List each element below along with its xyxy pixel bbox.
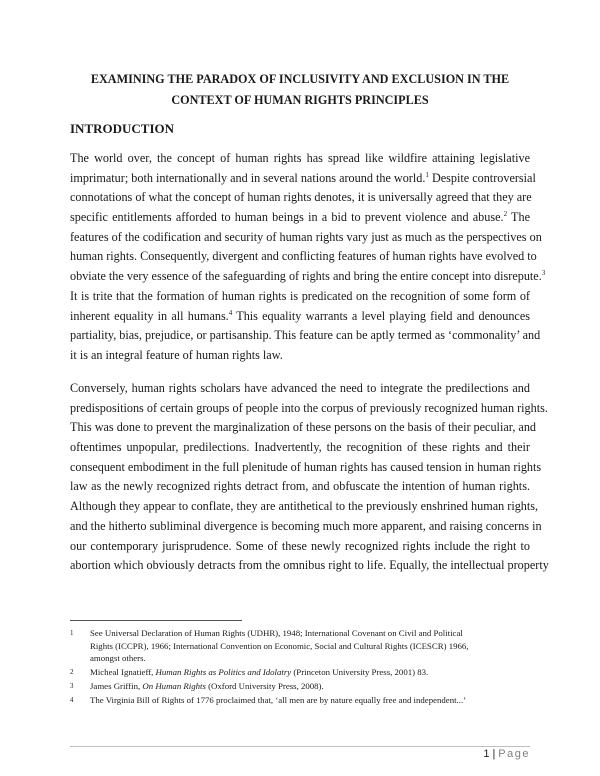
paragraph-line [70, 517, 542, 537]
footnote-publisher: (Princeton University Press, 2001) 83. [291, 667, 429, 677]
paragraph-line [70, 458, 542, 478]
footnote-reference[interactable]: 1 [425, 170, 429, 179]
line-text: law as the newly recognized rights detract from, and obfuscate the intention of human rights. [70, 479, 530, 494]
paragraph-line [70, 477, 530, 497]
footnote-text [90, 694, 540, 707]
line-text: human rights. Consequently, divergent and conflicting features of human rights have evolved to [70, 249, 537, 264]
document-title [70, 69, 530, 111]
line-text: partiality, bias, prejudice, or partisanship. This feature can be aptly termed as ‘commonality’ and [70, 328, 541, 343]
paragraph-line [70, 149, 530, 169]
footnote-text [90, 666, 540, 679]
line-text: Despite controversial [428, 170, 536, 185]
line-text: This equality warrants a level playing field and denounces [232, 308, 530, 323]
line-text: imprimatur; both internationally and in several nations around the world. [70, 170, 426, 185]
line-text: features of the codification and security of human rights vary just as much as the perspectives on [70, 229, 542, 244]
page-number [483, 748, 530, 760]
footnote-text [90, 680, 540, 693]
footnote-4 [70, 694, 540, 707]
line-text: oftentimes unpopular, predilections. Inadvertently, the recognition of these rights and their [70, 440, 530, 455]
paragraph-line [70, 399, 548, 419]
line-text: obviate the very essence of the safeguarding of rights and bring the entire concept into disrepute. [70, 269, 542, 284]
line-text: consequent embodiment in the full plenitude of human rights has caused tension in human rights [70, 459, 542, 474]
line-text: abortion which obviously detracts from the omnibus right to life. Equally, the intellectual property [70, 558, 549, 573]
footnote-author: Micheal Ignatieff, [90, 667, 156, 677]
footnote-work-title: Human Rights as Politics and Idolatry [155, 667, 292, 677]
paragraph-line [70, 247, 537, 267]
footnote-work-title: On Human Rights [142, 681, 206, 691]
paragraph-line [70, 267, 546, 287]
page-number-separator: | [492, 748, 496, 760]
line-text: The world over, the concept of human rights has spread like wildfire attaining legislative [70, 151, 530, 165]
footnote-1 [70, 627, 540, 665]
paragraph-line [70, 326, 541, 346]
paragraph-line [70, 228, 542, 248]
footnote-line: Rights (ICCPR), 1966; International Convention on Economic, Social and Cultural Rights (ICESCR) 1966, [90, 640, 469, 651]
paragraph-line [70, 287, 530, 307]
title-line-1: EXAMINING THE PARADOX OF INCLUSIVITY AND EXCLUSION IN THE [90, 72, 510, 86]
page-label: Page [498, 748, 530, 760]
paragraph-2 [70, 379, 549, 576]
footnote-reference[interactable]: 4 [228, 308, 233, 317]
footer-rule [70, 746, 530, 747]
footnote-2 [70, 666, 540, 679]
footnote-number: 4 [70, 696, 74, 704]
paragraph-line [70, 438, 530, 458]
line-text: our contemporary jurisprudence. Some of these newly recognized rights include the right to [70, 538, 530, 553]
paragraph-line [70, 418, 537, 438]
footnote-reference[interactable]: 2 [503, 210, 508, 219]
paragraph-line [70, 307, 530, 327]
footnote-author: James Griffin, [90, 681, 143, 691]
line-text: it is an integral feature of human rights law. [70, 347, 283, 362]
line-text: specific entitlements afforded to human beings in a bid to prevent violence and abuse. [70, 210, 504, 225]
paragraph-line [70, 346, 530, 366]
footnote-number: 1 [70, 629, 74, 637]
paragraph-line [70, 556, 549, 576]
footnote-publisher: (Oxford University Press, 2008). [205, 681, 324, 691]
paragraph-line [70, 169, 536, 189]
page-number-value: 1 [483, 748, 490, 760]
footnote-3 [70, 680, 540, 693]
paragraph-line [70, 497, 539, 517]
section-heading: INTRODUCTION [70, 121, 175, 136]
paragraph-line [70, 188, 530, 208]
footnote-quote: The Virginia Bill of Rights of 1776 proclaimed that, ‘all men are by nature equally free and independent...’ [90, 695, 467, 705]
line-text: Conversely, human rights scholars have advanced the need to integrate the predilections and [70, 381, 530, 395]
footnote-number: 3 [70, 682, 74, 690]
paragraph-1 [70, 149, 546, 366]
footnote-number: 2 [70, 668, 74, 676]
line-text: and the hitherto subliminal divergence is becoming much more apparent, and raising concerns in [70, 518, 542, 533]
footnote-reference[interactable]: 3 [541, 269, 546, 278]
line-text: inherent equality in all humans. [70, 308, 229, 323]
footnote-line: See Universal Declaration of Human Rights (UDHR), 1948; International Covenant on Civil and Political [90, 628, 463, 638]
line-text: This was done to prevent the marginalization of these persons on the basis of their peculiar, and [70, 420, 537, 435]
line-text: connotations of what the concept of human rights denotes, it is universally agreed that they are [70, 190, 532, 205]
paragraph-line [70, 208, 530, 228]
footnote-separator [70, 620, 242, 621]
paragraph-line [70, 379, 530, 399]
line-text: Although they appear to conflate, they are antithetical to the previously enshrined human rights, [70, 499, 539, 514]
line-text: predispositions of certain groups of people into the corpus of previously recognized human rights. [70, 400, 548, 415]
line-text: The [507, 210, 530, 225]
footnote-line: amongst others. [90, 653, 146, 664]
line-text: It is trite that the formation of human rights is predicated on the recognition of some form of [70, 288, 530, 303]
paragraph-line [70, 537, 530, 557]
title-line-2: CONTEXT OF HUMAN RIGHTS PRINCIPLES [171, 93, 429, 107]
